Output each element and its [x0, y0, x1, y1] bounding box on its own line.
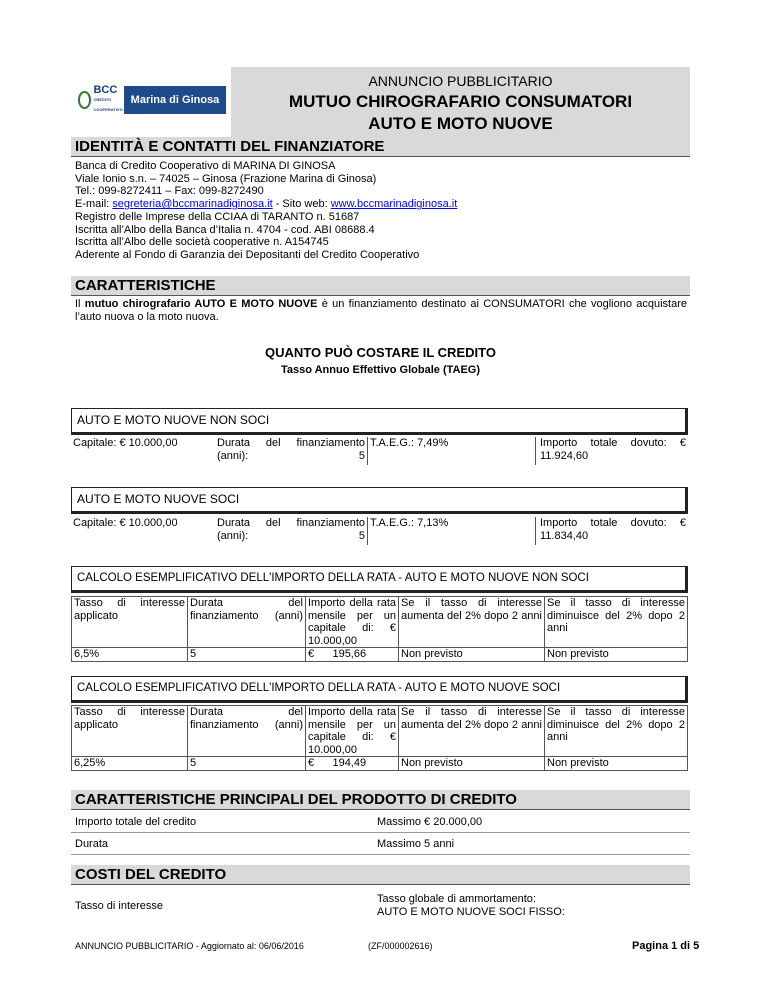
calc-soci-h-diminuisce: Se il tasso di interesse diminuisce del 2% dopo 2 anni	[545, 706, 688, 757]
calc-non-soci-v-rata: € 195,66	[306, 648, 399, 662]
calc-non-soci-v-tasso: 6,5%	[72, 648, 188, 662]
section-costi-title: COSTI DEL CREDITO	[71, 865, 690, 885]
header-subtitle: AUTO E MOTO NUOVE	[368, 114, 553, 133]
email-link[interactable]: segreteria@bccmarinadiginosa.it	[112, 198, 273, 211]
principali-importo-value: Massimo € 20.000,00	[377, 816, 483, 828]
section-identita-title: IDENTITÀ E CONTATTI DEL FINANZIATORE	[71, 137, 690, 157]
caratteristiche-text	[75, 298, 687, 323]
bank-fondo: Aderente al Fondo di Garanzia dei Depositanti del Credito Cooperativo	[75, 248, 420, 261]
soci-durata: Durata del finanziamento (anni): 5	[217, 517, 365, 542]
bcc-logo-mark	[76, 86, 126, 114]
bank-coop: Iscritta all’Albo delle società cooperative n. A154745	[75, 236, 329, 249]
calc-soci-table	[71, 705, 688, 771]
principali-row-durata	[71, 834, 690, 855]
logo-bcc-subtext: CREDITO COOPERATIVO	[93, 97, 123, 112]
non-soci-taeg: T.A.E.G.: 7,49%	[368, 437, 536, 465]
calc-soci-h-aumenta: Se il tasso di interesse aumenta del 2% dopo 2 anni	[399, 706, 545, 757]
non-soci-table	[71, 437, 688, 465]
footer-code: (ZF/000002616)	[368, 941, 433, 951]
calc-soci-h-rata: Importo della rata mensile per un capitale di: € 10.000,00	[306, 706, 399, 757]
calc-soci-v-diminuisce: Non previsto	[545, 757, 688, 771]
non-soci-durata: Durata del finanziamento (anni): 5	[217, 437, 365, 462]
calc-soci-v-aumenta: Non previsto	[399, 757, 545, 771]
principali-importo-label: Importo totale del credito	[75, 816, 197, 828]
caratteristiche-pre: Il	[75, 298, 85, 310]
quanto-title: QUANTO PUÒ COSTARE IL CREDITO	[265, 345, 496, 360]
soci-table	[71, 517, 688, 545]
header-title: MUTUO CHIROGRAFARIO CONSUMATORI	[288, 92, 633, 111]
identita-block	[75, 160, 685, 262]
caratteristiche-bold: mutuo chirografario AUTO E MOTO NUOVE	[84, 298, 318, 310]
calc-soci-h-tasso: Tasso di interesse applicato	[72, 706, 188, 757]
principali-durata-label: Durata	[75, 838, 109, 850]
email-label: E-mail:	[75, 198, 113, 211]
bank-phone: Tel.: 099-8272411 – Fax: 099-8272490	[75, 185, 264, 198]
calc-non-soci-title: CALCOLO ESEMPLIFICATIVO DELL'IMPORTO DELLA RATA - AUTO E MOTO NUOVE NON SOCI	[71, 566, 688, 593]
soci-taeg: T.A.E.G.: 7,13%	[368, 517, 536, 545]
calc-soci-h-durata: Durata del finanziamento (anni)	[188, 706, 306, 757]
bank-name: Banca di Credito Cooperativo di MARINA DI GINOSA	[75, 160, 336, 172]
principali-row-importo	[71, 813, 690, 833]
website-link[interactable]: www.bccmarinadiginosa.it	[330, 198, 458, 211]
non-soci-capitale: Capitale: € 10.000,00	[73, 437, 178, 449]
non-soci-importo: Importo totale dovuto: € 11.924,60	[540, 437, 686, 462]
calc-soci-v-rata: € 194,49	[306, 757, 399, 771]
logo-bcc-text: BCC	[93, 84, 118, 96]
bank-logo	[76, 86, 226, 114]
calc-non-soci-h-diminuisce: Se il tasso di interesse diminuisce del 2% dopo 2 anni	[545, 597, 688, 648]
bcc-circle-icon	[78, 91, 91, 109]
bank-address: Viale Ionio s.n. – 74025 – Ginosa (Frazione Marina di Ginosa)	[75, 172, 377, 185]
bank-contacts	[75, 198, 685, 211]
footer-updated: ANNUNCIO PUBBLICITARIO - Aggiornato al: 06/06/2016	[75, 941, 304, 951]
header-kicker: ANNUNCIO PUBBLICITARIO	[368, 73, 553, 89]
calc-soci-v-durata: 5	[188, 757, 306, 771]
calc-soci-title: CALCOLO ESEMPLIFICATIVO DELL'IMPORTO DELLA RATA - AUTO E MOTO NUOVE SOCI	[71, 676, 688, 703]
bank-albo: Iscritta all’Albo della Banca d’Italia n. 4704 - cod. ABI 08688.4	[75, 223, 375, 236]
section-principali-title: CARATTERISTICHE PRINCIPALI DEL PRODOTTO DI CREDITO	[71, 790, 690, 810]
soci-importo: Importo totale dovuto: € 11.834,40	[540, 517, 686, 542]
calc-non-soci-h-aumenta: Se il tasso di interesse aumenta del 2% dopo 2 anni	[399, 597, 545, 648]
non-soci-title: AUTO E MOTO NUOVE NON SOCI	[71, 408, 688, 435]
calc-soci-v-tasso: 6,25%	[72, 757, 188, 771]
principali-durata-value: Massimo 5 anni	[377, 838, 455, 850]
costi-tasso-value-a: Tasso globale di ammortamento:	[377, 893, 536, 905]
calc-non-soci-h-tasso: Tasso di interesse applicato	[72, 597, 188, 648]
costi-tasso-label: Tasso di interesse	[75, 900, 164, 912]
caratteristiche-post: è un finanziamento destinato ai CONSUMATORI che vogliono acquistare l’auto nuova o la moto nuova.	[75, 298, 688, 323]
section-caratteristiche-title: CARATTERISTICHE	[71, 276, 690, 296]
costi-tasso-value-b: AUTO E MOTO NUOVE SOCI FISSO:	[377, 905, 565, 918]
calc-non-soci-v-durata: 5	[188, 648, 306, 662]
header-box	[231, 67, 690, 137]
logo-marina-text: Marina di Ginosa	[124, 86, 226, 114]
soci-capitale: Capitale: € 10.000,00	[73, 517, 178, 529]
soci-title: AUTO E MOTO NUOVE SOCI	[71, 487, 688, 514]
calc-non-soci-table	[71, 596, 688, 662]
calc-non-soci-v-aumenta: Non previsto	[399, 648, 545, 662]
costi-tasso-value	[377, 893, 565, 918]
web-label: - Sito web:	[272, 198, 331, 211]
bank-registry: Registro delle Imprese della CCIAA di TARANTO n. 51687	[75, 210, 360, 223]
calc-non-soci-h-durata: Durata del finanziamento (anni)	[188, 597, 306, 648]
footer-page: Pagina 1 di 5	[632, 940, 700, 952]
calc-non-soci-h-rata: Importo della rata mensile per un capitale di: € 10.000,00	[306, 597, 399, 648]
calc-non-soci-v-diminuisce: Non previsto	[545, 648, 688, 662]
quanto-subtitle: Tasso Annuo Effettivo Globale (TAEG)	[280, 364, 481, 376]
